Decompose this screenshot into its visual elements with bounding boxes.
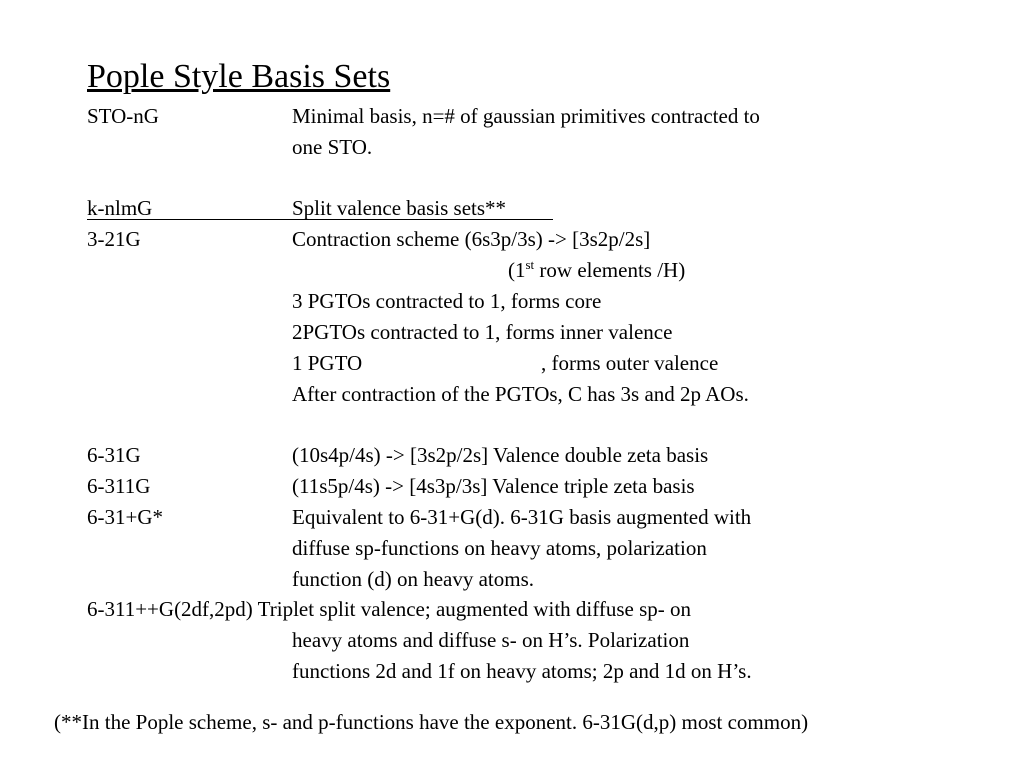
page-title: Pople Style Basis Sets [87, 58, 391, 95]
basis-3-21g-outer-valence-text: , forms outer valence [541, 351, 719, 375]
basis-6-31-plus-g-star-label: 6-31+G* [87, 505, 164, 529]
basis-6-311-plus-plus-g-line-2: heavy atoms and diffuse s- on H’s. Polarization [292, 628, 690, 652]
basis-6-31-plus-g-star-description-1: Equivalent to 6-31+G(d). 6-31G basis augmented with [292, 505, 752, 529]
row-note-suffix: row elements /H) [534, 258, 686, 282]
row-note-superscript: st [525, 257, 535, 272]
basis-6-311-plus-plus-g-line-3: functions 2d and 1f on heavy atoms; 2p and 1d on H’s. [292, 659, 752, 683]
basis-3-21g-core-line: 3 PGTOs contracted to 1, forms core [292, 289, 602, 313]
basis-6-31g-description: (10s4p/4s) -> [3s2p/2s] Valence double zeta basis [292, 443, 709, 467]
sto-ng-description-line-1: Minimal basis, n=# of gaussian primitives contracted to [292, 104, 760, 128]
basis-6-311g-description: (11s5p/4s) -> [4s3p/3s] Valence triple zeta basis [292, 474, 695, 498]
k-nlmg-label: k-nlmG [87, 196, 153, 220]
basis-3-21g-label: 3-21G [87, 227, 141, 251]
basis-3-21g-row-note [508, 258, 685, 282]
k-nlmg-description: Split valence basis sets** [292, 196, 507, 220]
basis-6-31g-label: 6-31G [87, 443, 141, 467]
sto-ng-label: STO-nG [87, 104, 159, 128]
row-note-prefix: (1 [508, 258, 526, 282]
basis-6-31-plus-g-star-description-3: function (d) on heavy atoms. [292, 567, 535, 591]
basis-3-21g-inner-valence-line: 2PGTOs contracted to 1, forms inner valence [292, 320, 673, 344]
basis-3-21g-after-contraction: After contraction of the PGTOs, C has 3s and 2p AOs. [292, 382, 749, 406]
basis-6-311-plus-plus-g-line-1: 6-311++G(2df,2pd) Triplet split valence; augmented with diffuse sp- on [87, 597, 692, 621]
footnote: (**In the Pople scheme, s- and p-functions have the exponent. 6-31G(d,p) most common) [54, 710, 809, 734]
basis-3-21g-contraction-scheme: Contraction scheme (6s3p/3s) -> [3s2p/2s] [292, 227, 651, 251]
sto-ng-description-line-2: one STO. [292, 135, 373, 159]
basis-6-311g-label: 6-311G [87, 474, 151, 498]
basis-6-31-plus-g-star-description-2: diffuse sp-functions on heavy atoms, polarization [292, 536, 707, 560]
basis-3-21g-outer-valence-count: 1 PGTO [292, 351, 363, 375]
